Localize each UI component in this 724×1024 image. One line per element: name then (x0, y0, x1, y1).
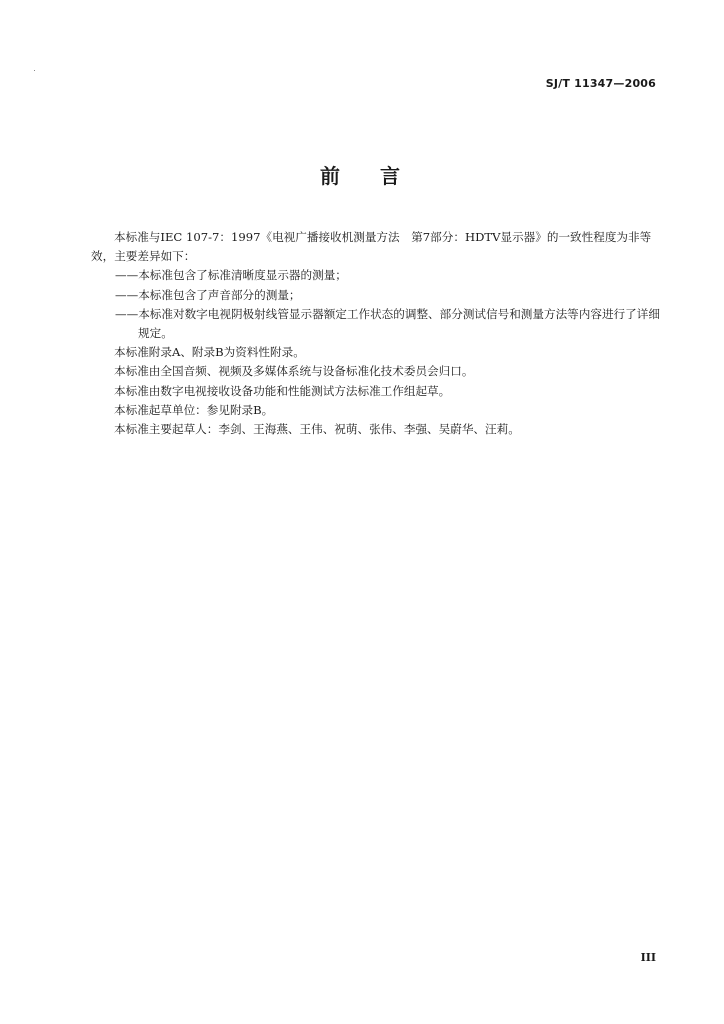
paragraph-annex: 本标准附录A、附录B为资料性附录。 (114, 345, 305, 360)
difference-item-3: ——本标准对数字电视阴极射线管显示器额定工作状态的调整、部分测试信号和测量方法等内容进行了详细规定。 (115, 306, 660, 341)
difference-item-1: ——本标准包含了标准清晰度显示器的测量； (115, 268, 347, 283)
standard-code: SJ/T 11347—2006 (545, 77, 656, 90)
preface-body (91, 228, 661, 439)
paragraph-drafters: 本标准主要起草人：李剑、王海燕、王伟、祝萌、张伟、李强、吴蔚华、汪莉。 (114, 422, 520, 437)
paragraph-centralized: 本标准由全国音频、视频及多媒体系统与设备标准化技术委员会归口。 (114, 364, 474, 379)
difference-item-2: ——本标准包含了声音部分的测量； (115, 287, 301, 302)
page-number: III (640, 951, 656, 964)
paragraph-conformity: 本标准与IEC 107-7：1997《电视广播接收机测量方法 第7部分：HDTV显示器》的一致性程度为非等效，主要差异如下： (91, 230, 652, 264)
paragraph-drafting-units: 本标准起草单位：参见附录B。 (114, 402, 274, 417)
paragraph-drafted-by: 本标准由数字电视接收设备功能和性能测试方法标准工作组起草。 (114, 383, 451, 398)
section-title: 前言 (320, 164, 440, 188)
scan-speck (34, 70, 35, 71)
